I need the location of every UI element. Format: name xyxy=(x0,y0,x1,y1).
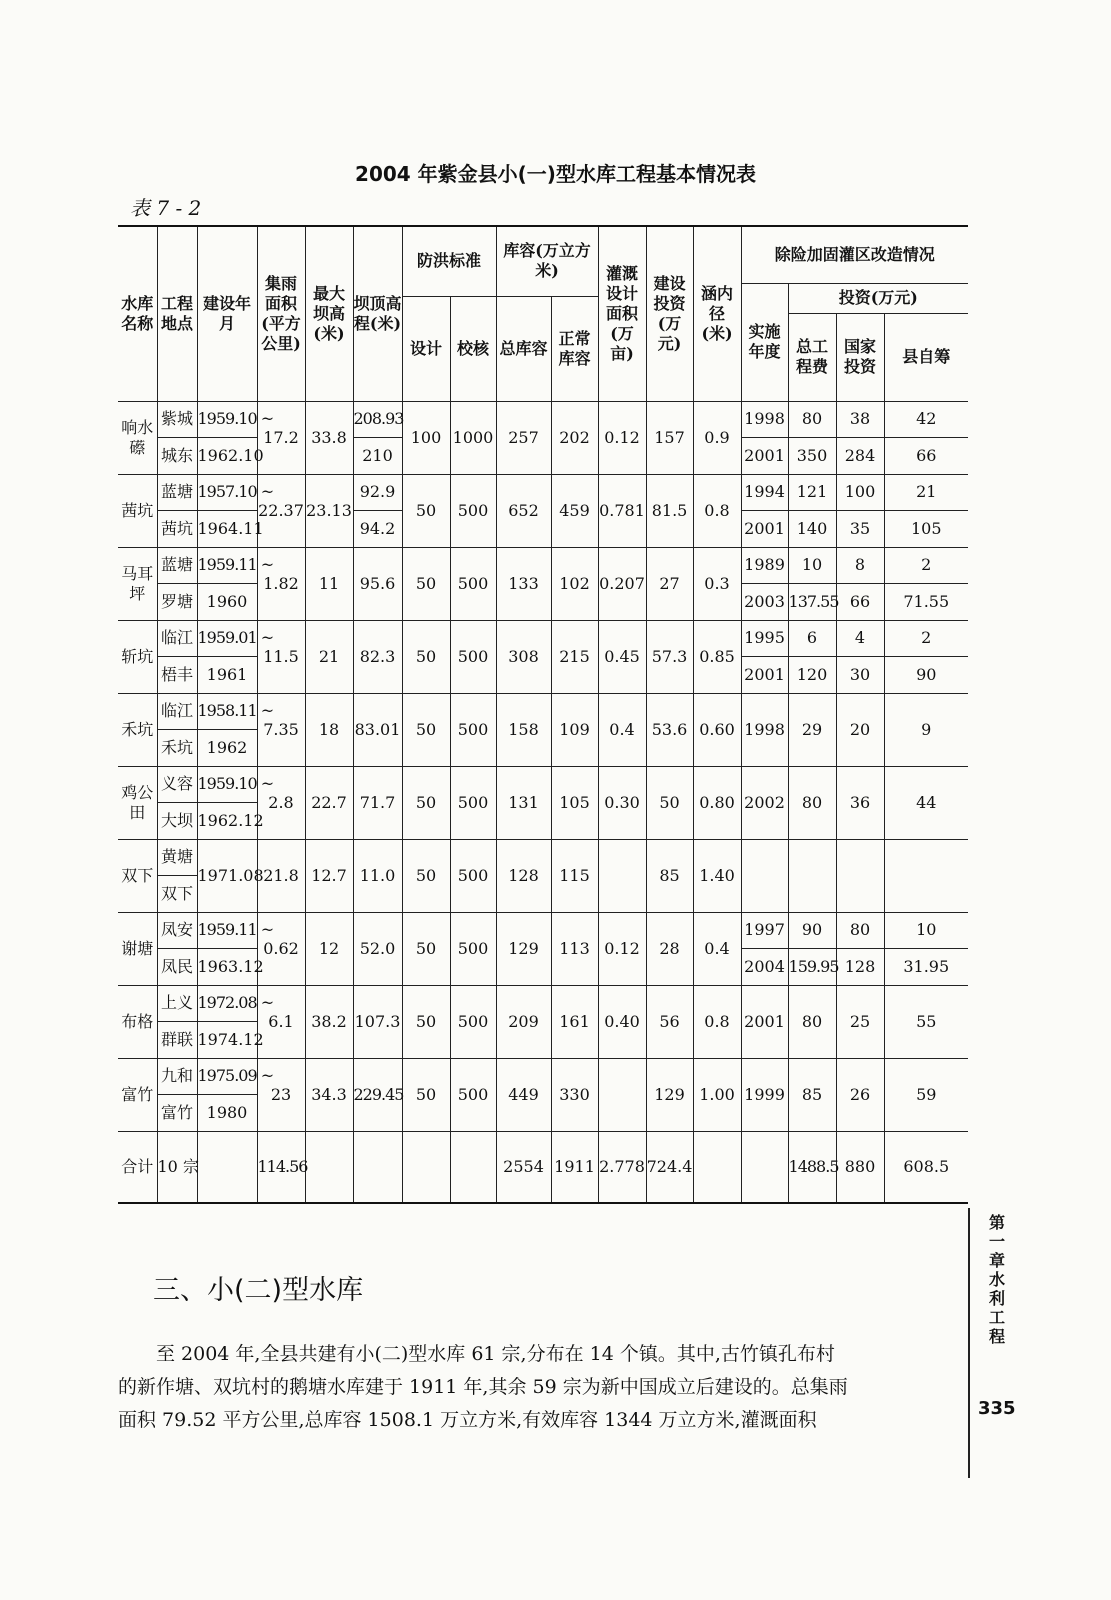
cell-irrigation: 0.4 xyxy=(598,693,646,766)
cell-location: 上义 xyxy=(157,985,197,1022)
cell-flood-design: 50 xyxy=(402,474,450,547)
header-investment: 建设投资(万元) xyxy=(646,226,693,401)
paragraph-line: 至 2004 年,全县共建有小(二)型水库 61 宗,分布在 14 个镇。其中,古竹镇孔布村 xyxy=(156,1343,835,1365)
cell-renov-year xyxy=(741,1131,788,1203)
cell-flood-design: 50 xyxy=(402,912,450,985)
cell-reservoir-name: 谢塘 xyxy=(118,912,157,985)
cell-build-year: 1959.10 ~ xyxy=(197,766,257,803)
cell-max-height: 11 xyxy=(305,547,353,620)
cell-flood-check: 500 xyxy=(450,474,496,547)
header-crest: 坝顶高程(米) xyxy=(353,226,402,401)
cell-area: 23 xyxy=(257,1058,305,1131)
page-number: 335 xyxy=(978,1398,1016,1419)
cell-location: 梧丰 xyxy=(157,657,197,694)
cell-cap-total: 131 xyxy=(496,766,551,839)
cell-renov-total: 350 xyxy=(788,438,836,475)
cell-location: 茜坑 xyxy=(157,511,197,548)
cell-renov-state xyxy=(836,839,884,912)
cell-renov-year: 2003 xyxy=(741,584,788,621)
cell-renov-state: 36 xyxy=(836,766,884,839)
cell-investment: 56 xyxy=(646,985,693,1058)
cell-flood-check xyxy=(450,1131,496,1203)
cell-renov-county: 71.55 xyxy=(884,584,968,621)
cell-renov-year xyxy=(741,839,788,912)
cell-area: 0.62 xyxy=(257,912,305,985)
cell-location: 双下 xyxy=(157,876,197,913)
cell-irrigation: 0.30 xyxy=(598,766,646,839)
cell-culvert: 0.8 xyxy=(693,474,741,547)
cell-renov-year: 2002 xyxy=(741,766,788,839)
cell-cap-normal: 215 xyxy=(551,620,598,693)
cell-irrigation: 0.207 xyxy=(598,547,646,620)
cell-culvert: 0.80 xyxy=(693,766,741,839)
header-year: 建设年月 xyxy=(197,226,257,401)
cell-build-year: 1963.12 xyxy=(197,949,257,986)
cell-renov-year: 2001 xyxy=(741,438,788,475)
cell-renov-state: 25 xyxy=(836,985,884,1058)
cell-renov-total: 1488.5 xyxy=(788,1131,836,1203)
cell-flood-design: 50 xyxy=(402,620,450,693)
cell-culvert: 0.4 xyxy=(693,912,741,985)
cell-build-year: 1964.11 xyxy=(197,511,257,548)
cell-renov-year: 2004 xyxy=(741,949,788,986)
header-irrigation: 灌溉设计面积(万亩) xyxy=(598,226,646,401)
cell-culvert: 1.00 xyxy=(693,1058,741,1131)
cell-culvert xyxy=(693,1131,741,1203)
header-flood-design: 设计 xyxy=(402,296,450,401)
paragraph-line: 面积 79.52 平方公里,总库容 1508.1 万立方米,有效库容 1344 万立方米,灌溉面积 xyxy=(118,1409,817,1431)
header-cap-total: 总库容 xyxy=(496,296,551,401)
cell-cap-normal: 115 xyxy=(551,839,598,912)
header-cap-normal: 正常库容 xyxy=(551,296,598,401)
header-culvert: 涵内径(米) xyxy=(693,226,741,401)
paragraph-line: 的新作塘、双坑村的鹅塘水库建于 1911 年,其余 59 宗为新中国成立后建设的。总集雨 xyxy=(118,1376,848,1398)
cell-renov-total: 80 xyxy=(788,766,836,839)
cell-culvert: 0.60 xyxy=(693,693,741,766)
cell-flood-design: 50 xyxy=(402,547,450,620)
cell-reservoir-name: 鸡公田 xyxy=(118,766,157,839)
cell-area: 22.37 xyxy=(257,474,305,547)
cell-crest: 11.0 xyxy=(353,839,402,912)
cell-crest: 92.9 xyxy=(353,474,402,511)
cell-investment: 57.3 xyxy=(646,620,693,693)
cell-renov-county: 9 xyxy=(884,693,968,766)
table-row xyxy=(118,547,968,584)
cell-irrigation: 0.12 xyxy=(598,401,646,474)
cell-cap-normal: 113 xyxy=(551,912,598,985)
table-row xyxy=(118,1058,968,1095)
cell-location: 富竹 xyxy=(157,1095,197,1132)
header-flood-standard: 防洪标准 xyxy=(402,226,496,296)
cell-reservoir-name: 富竹 xyxy=(118,1058,157,1131)
cell-flood-design: 50 xyxy=(402,693,450,766)
table-row xyxy=(118,474,968,511)
cell-build-year: 1958.11 ~ xyxy=(197,693,257,730)
cell-irrigation: 0.45 xyxy=(598,620,646,693)
cell-culvert: 0.8 xyxy=(693,985,741,1058)
cell-location: 临江 xyxy=(157,693,197,730)
cell-renov-year: 1995 xyxy=(741,620,788,657)
cell-location: 罗塘 xyxy=(157,584,197,621)
cell-location: 禾坑 xyxy=(157,730,197,767)
cell-reservoir-name: 马耳坪 xyxy=(118,547,157,620)
cell-cap-total: 308 xyxy=(496,620,551,693)
cell-culvert: 0.9 xyxy=(693,401,741,474)
cell-area: 1.82 xyxy=(257,547,305,620)
cell-flood-check: 1000 xyxy=(450,401,496,474)
cell-cap-normal: 102 xyxy=(551,547,598,620)
header-renov-county: 县自筹 xyxy=(884,313,968,401)
cell-reservoir-name: 双下 xyxy=(118,839,157,912)
cell-renov-state: 66 xyxy=(836,584,884,621)
cell-cap-total: 257 xyxy=(496,401,551,474)
cell-location: 凤安 xyxy=(157,912,197,949)
cell-cap-normal: 202 xyxy=(551,401,598,474)
cell-renov-total: 90 xyxy=(788,912,836,949)
cell-reservoir-name: 布格 xyxy=(118,985,157,1058)
cell-area: 11.5 xyxy=(257,620,305,693)
cell-investment: 81.5 xyxy=(646,474,693,547)
cell-crest: 94.2 xyxy=(353,511,402,548)
cell-renov-total: 140 xyxy=(788,511,836,548)
cell-cap-normal: 330 xyxy=(551,1058,598,1131)
cell-cap-total: 652 xyxy=(496,474,551,547)
cell-flood-check: 500 xyxy=(450,985,496,1058)
cell-build-year: 1971.08 xyxy=(197,839,257,912)
cell-max-height: 23.13 xyxy=(305,474,353,547)
cell-renov-county: 42 xyxy=(884,401,968,438)
cell-renov-total: 6 xyxy=(788,620,836,657)
cell-location: 九和 xyxy=(157,1058,197,1095)
cell-cap-normal: 109 xyxy=(551,693,598,766)
cell-build-year: 1960 xyxy=(197,584,257,621)
cell-cap-total: 129 xyxy=(496,912,551,985)
chapter-label: 第一章 水利工程 xyxy=(988,1213,1005,1346)
cell-cap-normal: 161 xyxy=(551,985,598,1058)
cell-cap-total: 209 xyxy=(496,985,551,1058)
cell-flood-check: 500 xyxy=(450,766,496,839)
cell-crest: 107.3 xyxy=(353,985,402,1058)
cell-build-year: 1962 xyxy=(197,730,257,767)
cell-max-height: 34.3 xyxy=(305,1058,353,1131)
cell-crest: 83.01 xyxy=(353,693,402,766)
cell-cap-normal: 1911 xyxy=(551,1131,598,1203)
header-flood-check: 校核 xyxy=(450,296,496,401)
cell-area: 6.1 xyxy=(257,985,305,1058)
cell-cap-normal: 459 xyxy=(551,474,598,547)
cell-renov-total: 121 xyxy=(788,474,836,511)
cell-location: 群联 xyxy=(157,1022,197,1059)
cell-cap-total: 2554 xyxy=(496,1131,551,1203)
cell-renov-county: 44 xyxy=(884,766,968,839)
table-row xyxy=(118,401,968,438)
header-renovation: 除险加固灌区改造情况 xyxy=(741,226,968,283)
cell-renov-county: 31.95 xyxy=(884,949,968,986)
cell-cap-total: 133 xyxy=(496,547,551,620)
header-renov-total: 总工程费 xyxy=(788,313,836,401)
cell-flood-design: 100 xyxy=(402,401,450,474)
cell-reservoir-name: 禾坑 xyxy=(118,693,157,766)
cell-location: 凤民 xyxy=(157,949,197,986)
cell-renov-total: 137.55 xyxy=(788,584,836,621)
cell-renov-county: 90 xyxy=(884,657,968,694)
cell-renov-state: 100 xyxy=(836,474,884,511)
cell-cap-normal: 105 xyxy=(551,766,598,839)
cell-irrigation xyxy=(598,839,646,912)
cell-renov-total: 120 xyxy=(788,657,836,694)
cell-renov-county: 66 xyxy=(884,438,968,475)
cell-renov-state: 4 xyxy=(836,620,884,657)
cell-renov-year: 2001 xyxy=(741,511,788,548)
cell-crest xyxy=(353,1131,402,1203)
header-capacity: 库容(万立方米) xyxy=(496,226,598,296)
cell-crest: 229.45 xyxy=(353,1058,402,1131)
cell-culvert: 0.3 xyxy=(693,547,741,620)
cell-renov-total: 159.95 xyxy=(788,949,836,986)
cell-renov-county xyxy=(884,839,968,912)
cell-investment: 27 xyxy=(646,547,693,620)
cell-flood-check: 500 xyxy=(450,912,496,985)
table-row-total xyxy=(118,1131,968,1203)
cell-renov-county: 2 xyxy=(884,620,968,657)
cell-reservoir-name: 斩坑 xyxy=(118,620,157,693)
cell-max-height: 21 xyxy=(305,620,353,693)
cell-crest: 95.6 xyxy=(353,547,402,620)
side-rule xyxy=(968,1208,970,1478)
cell-irrigation: 0.12 xyxy=(598,912,646,985)
cell-area: 2.8 xyxy=(257,766,305,839)
cell-renov-county: 59 xyxy=(884,1058,968,1131)
cell-crest: 71.7 xyxy=(353,766,402,839)
cell-investment: 50 xyxy=(646,766,693,839)
cell-renov-year: 1998 xyxy=(741,693,788,766)
cell-cap-total: 128 xyxy=(496,839,551,912)
cell-flood-design: 50 xyxy=(402,985,450,1058)
cell-build-year: 1959.01 ~ xyxy=(197,620,257,657)
cell-location: 城东 xyxy=(157,438,197,475)
cell-location: 临江 xyxy=(157,620,197,657)
header-name: 水库名称 xyxy=(118,226,157,401)
cell-max-height: 22.7 xyxy=(305,766,353,839)
cell-renov-state: 38 xyxy=(836,401,884,438)
header-catchment: 集雨面积(平方公里) xyxy=(257,226,305,401)
table-number: 表 7 - 2 xyxy=(130,196,202,220)
table-row xyxy=(118,839,968,876)
cell-renov-year: 2001 xyxy=(741,657,788,694)
cell-renov-county: 608.5 xyxy=(884,1131,968,1203)
cell-flood-check: 500 xyxy=(450,1058,496,1131)
cell-irrigation: 0.781 xyxy=(598,474,646,547)
cell-culvert: 1.40 xyxy=(693,839,741,912)
table-row xyxy=(118,620,968,657)
cell-build-year: 1959.10 ~ xyxy=(197,401,257,438)
cell-renov-state: 30 xyxy=(836,657,884,694)
cell-crest: 210 xyxy=(353,438,402,475)
section-heading: 三、小(二)型水库 xyxy=(153,1275,364,1306)
body-paragraph xyxy=(118,1338,958,1437)
cell-build-year: 1975.09 ~ xyxy=(197,1058,257,1095)
cell-cap-total: 449 xyxy=(496,1058,551,1131)
cell-flood-design: 50 xyxy=(402,1058,450,1131)
cell-renov-county: 105 xyxy=(884,511,968,548)
header-renov-state: 国家投资 xyxy=(836,313,884,401)
table-row xyxy=(118,693,968,730)
cell-culvert: 0.85 xyxy=(693,620,741,693)
cell-renov-total: 85 xyxy=(788,1058,836,1131)
cell-renov-state: 284 xyxy=(836,438,884,475)
cell-build-year xyxy=(197,1131,257,1203)
cell-renov-county: 2 xyxy=(884,547,968,584)
cell-renov-state: 26 xyxy=(836,1058,884,1131)
cell-renov-year: 1989 xyxy=(741,547,788,584)
cell-renov-year: 1999 xyxy=(741,1058,788,1131)
cell-reservoir-name: 响水礤 xyxy=(118,401,157,474)
cell-flood-check: 500 xyxy=(450,693,496,766)
cell-irrigation: 2.778 xyxy=(598,1131,646,1203)
reservoir-table xyxy=(118,225,968,1204)
cell-location: 蓝塘 xyxy=(157,474,197,511)
cell-flood-design: 50 xyxy=(402,766,450,839)
cell-renov-state: 880 xyxy=(836,1131,884,1203)
table-row xyxy=(118,912,968,949)
cell-investment: 157 xyxy=(646,401,693,474)
cell-max-height xyxy=(305,1131,353,1203)
cell-renov-county: 55 xyxy=(884,985,968,1058)
cell-renov-county: 10 xyxy=(884,912,968,949)
cell-flood-check: 500 xyxy=(450,547,496,620)
cell-build-year: 1974.12 xyxy=(197,1022,257,1059)
cell-renov-year: 2001 xyxy=(741,985,788,1058)
cell-max-height: 38.2 xyxy=(305,985,353,1058)
cell-location: 黄塘 xyxy=(157,839,197,876)
cell-irrigation xyxy=(598,1058,646,1131)
cell-renov-total: 80 xyxy=(788,401,836,438)
cell-max-height: 18 xyxy=(305,693,353,766)
cell-build-year: 1962.10 xyxy=(197,438,257,475)
cell-renov-total: 10 xyxy=(788,547,836,584)
cell-crest: 82.3 xyxy=(353,620,402,693)
cell-max-height: 33.8 xyxy=(305,401,353,474)
cell-investment: 85 xyxy=(646,839,693,912)
cell-total-label: 合计 xyxy=(118,1131,157,1203)
cell-renov-state: 80 xyxy=(836,912,884,949)
cell-area: 114.56 xyxy=(257,1131,305,1203)
header-location: 工程地点 xyxy=(157,226,197,401)
cell-investment: 724.4 xyxy=(646,1131,693,1203)
cell-renov-county: 21 xyxy=(884,474,968,511)
cell-investment: 53.6 xyxy=(646,693,693,766)
cell-renov-total: 29 xyxy=(788,693,836,766)
cell-renov-state: 128 xyxy=(836,949,884,986)
cell-area: 17.2 xyxy=(257,401,305,474)
cell-build-year: 1957.10 ~ xyxy=(197,474,257,511)
cell-max-height: 12.7 xyxy=(305,839,353,912)
cell-irrigation: 0.40 xyxy=(598,985,646,1058)
cell-renov-state: 35 xyxy=(836,511,884,548)
cell-max-height: 12 xyxy=(305,912,353,985)
header-max-height: 最大坝高(米) xyxy=(305,226,353,401)
cell-total-count: 10 宗 xyxy=(157,1131,197,1203)
cell-build-year: 1959.11 ~ xyxy=(197,912,257,949)
cell-crest: 208.93 xyxy=(353,401,402,438)
table-title: 2004 年紫金县小(一)型水库工程基本情况表 xyxy=(355,162,756,186)
cell-flood-design xyxy=(402,1131,450,1203)
cell-flood-check: 500 xyxy=(450,620,496,693)
cell-area: 21.8 xyxy=(257,839,305,912)
cell-renov-state: 20 xyxy=(836,693,884,766)
cell-renov-total xyxy=(788,839,836,912)
cell-renov-year: 1997 xyxy=(741,912,788,949)
header-renov-year: 实施年度 xyxy=(741,283,788,401)
cell-reservoir-name: 茜坑 xyxy=(118,474,157,547)
cell-build-year: 1962.12 xyxy=(197,803,257,840)
cell-area: 7.35 xyxy=(257,693,305,766)
table-row xyxy=(118,766,968,803)
cell-build-year: 1980 xyxy=(197,1095,257,1132)
cell-location: 大坝 xyxy=(157,803,197,840)
cell-flood-design: 50 xyxy=(402,839,450,912)
cell-renov-state: 8 xyxy=(836,547,884,584)
table-row xyxy=(118,985,968,1022)
cell-crest: 52.0 xyxy=(353,912,402,985)
cell-location: 紫城 xyxy=(157,401,197,438)
cell-location: 义容 xyxy=(157,766,197,803)
cell-build-year: 1972.08 ~ xyxy=(197,985,257,1022)
cell-flood-check: 500 xyxy=(450,839,496,912)
header-renov-invest: 投资(万元) xyxy=(788,283,968,313)
cell-renov-year: 1998 xyxy=(741,401,788,438)
cell-investment: 28 xyxy=(646,912,693,985)
cell-build-year: 1959.11 ~ xyxy=(197,547,257,584)
cell-investment: 129 xyxy=(646,1058,693,1131)
cell-cap-total: 158 xyxy=(496,693,551,766)
cell-renov-total: 80 xyxy=(788,985,836,1058)
cell-location: 蓝塘 xyxy=(157,547,197,584)
cell-renov-year: 1994 xyxy=(741,474,788,511)
cell-build-year: 1961 xyxy=(197,657,257,694)
